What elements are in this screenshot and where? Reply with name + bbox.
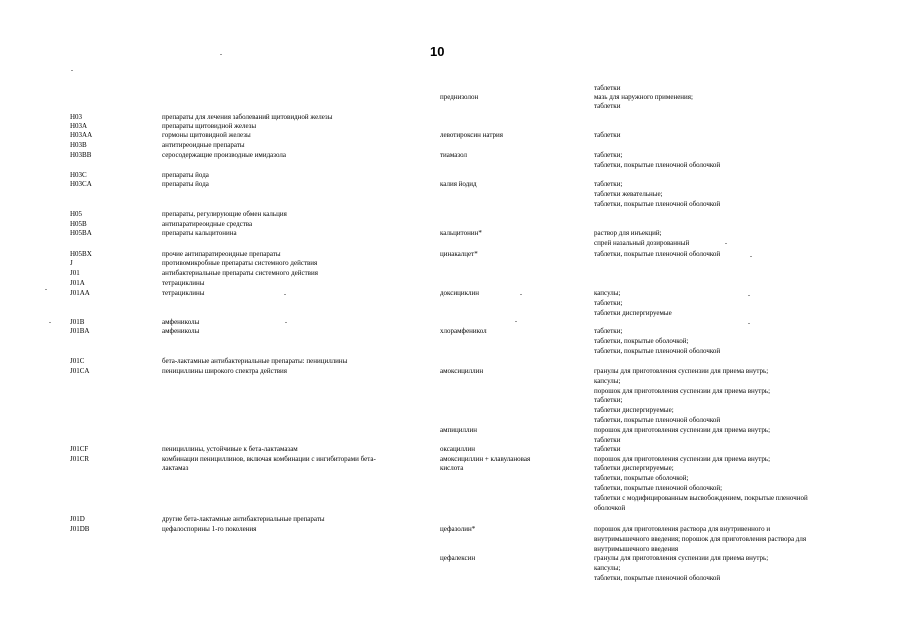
group-name: лактамаз — [162, 464, 189, 472]
group-name: пенициллины широкого спектра действия — [162, 367, 288, 375]
scan-speck — [45, 289, 47, 290]
dosage-form: внутримышечного введения — [594, 545, 679, 553]
group-name: препараты для лечения заболеваний щитовидной железы — [162, 113, 333, 121]
group-name: антитиреоидные препараты — [162, 141, 245, 149]
dosage-form: таблетки с модифицированным высвобождением, покрытые пленочной — [594, 494, 808, 502]
group-name: амфениколы — [162, 318, 200, 326]
atc-code: J01C — [70, 357, 85, 365]
drug-name: амоксициллин + клавулановая — [440, 455, 531, 463]
dosage-form: таблетки, покрытые оболочкой; — [594, 337, 689, 345]
dosage-form: таблетки — [594, 131, 621, 139]
group-name: серосодержащие производные имидазола — [162, 151, 286, 159]
dosage-form: таблетки, покрытые пленочной оболочкой; — [594, 484, 723, 492]
group-name: тетрациклины — [162, 279, 205, 287]
atc-code: J01DB — [70, 525, 90, 533]
scan-speck — [520, 294, 522, 295]
dosage-form: гранулы для приготовления суспензии для приема внутрь; — [594, 554, 769, 562]
dosage-form: порошок для приготовления суспензии для приема внутрь; — [594, 455, 771, 463]
atc-code: J01B — [70, 318, 85, 326]
atc-code: H03A — [70, 122, 88, 130]
dosage-form: таблетки; — [594, 327, 623, 335]
drug-name: доксициклин — [440, 289, 480, 297]
scan-speck — [49, 322, 51, 323]
dosage-form: таблетки, покрытые пленочной оболочкой — [594, 347, 721, 355]
atc-code: J01AA — [70, 289, 90, 297]
atc-code: J01CR — [70, 455, 90, 463]
atc-code: H05 — [70, 210, 83, 218]
dosage-form: порошок для приготовления суспензии для приема внутрь; — [594, 426, 771, 434]
atc-code: H05BA — [70, 229, 92, 237]
drug-name: тиамазол — [440, 151, 468, 159]
dosage-form: таблетки, покрытые оболочкой; — [594, 474, 689, 482]
drug-name: амоксициллин — [440, 367, 484, 375]
atc-code: H03BB — [70, 151, 92, 159]
drug-name: цинакалцет* — [440, 250, 478, 258]
group-name: препараты щитовидной железы — [162, 122, 257, 130]
scan-speck — [71, 70, 73, 71]
dosage-form: таблетки; — [594, 180, 623, 188]
atc-code: J01CA — [70, 367, 90, 375]
scan-speck — [284, 294, 286, 295]
group-name: препараты кальцитонина — [162, 229, 237, 237]
dosage-form: таблетки жевательные; — [594, 190, 663, 198]
scan-speck — [515, 321, 517, 322]
group-name: препараты, регулирующие обмен кальция — [162, 210, 287, 218]
atc-code: H05B — [70, 220, 87, 228]
scan-speck — [285, 322, 287, 323]
group-name: противомикробные препараты системного действия — [162, 259, 318, 267]
dosage-form: капсулы; — [594, 564, 621, 572]
dosage-form: таблетки диспергируемые — [594, 309, 672, 317]
atc-code: J01A — [70, 279, 85, 287]
dosage-form: таблетки — [594, 102, 621, 110]
dosage-form: таблетки; — [594, 151, 623, 159]
dosage-form: гранулы для приготовления суспензии для приема внутрь; — [594, 367, 769, 375]
drug-name: хлорамфеникол — [440, 327, 487, 335]
dosage-form: капсулы; — [594, 377, 621, 385]
atc-code: J01CF — [70, 445, 89, 453]
atc-code: J01 — [70, 269, 80, 277]
dosage-form: мазь для наружного применения; — [594, 93, 693, 101]
drug-name: оксациллин — [440, 445, 475, 453]
dosage-form: таблетки — [594, 84, 621, 92]
dosage-form: таблетки, покрытые пленочной оболочкой — [594, 416, 721, 424]
atc-code: J01D — [70, 515, 85, 523]
dosage-form: порошок для приготовления раствора для внутривенного и — [594, 525, 771, 533]
drug-name: цефалексин — [440, 554, 476, 562]
dosage-form: оболочкой — [594, 504, 626, 512]
group-name: препараты йода — [162, 171, 209, 179]
atc-code: H05BX — [70, 250, 92, 258]
group-name: амфениколы — [162, 327, 200, 335]
dosage-form: таблетки — [594, 445, 621, 453]
page-number: 10 — [430, 44, 445, 59]
dosage-form: таблетки; — [594, 396, 623, 404]
dosage-form: порошок для приготовления суспензии для приема внутрь; — [594, 387, 771, 395]
dosage-form: таблетки, покрытые пленочной оболочкой — [594, 574, 721, 582]
group-name: гормоны щитовидной железы — [162, 131, 251, 139]
atc-code: H03AA — [70, 131, 93, 139]
group-name: антибактериальные препараты системного действия — [162, 269, 318, 277]
scan-speck — [748, 323, 750, 324]
group-name: препараты йода — [162, 180, 209, 188]
drug-name: калия йодид — [440, 180, 477, 188]
group-name: антипаратиреоидные средства — [162, 220, 253, 228]
dosage-form: таблетки диспергируемые; — [594, 406, 674, 414]
atc-code: H03C — [70, 171, 87, 179]
group-name: пенициллины, устойчивые к бета-лактамазам — [162, 445, 298, 453]
atc-code: H03CA — [70, 180, 92, 188]
drug-name: преднизолон — [440, 93, 479, 101]
atc-code: H03B — [70, 141, 87, 149]
dosage-form: раствор для инъекций; — [594, 229, 662, 237]
drug-name: левотироксин натрия — [440, 131, 503, 139]
group-name: тетрациклины — [162, 289, 205, 297]
group-name: комбинации пенициллинов, включая комбинации с ингибиторами бета- — [162, 455, 376, 463]
atc-code: H03 — [70, 113, 83, 121]
scan-speck — [750, 256, 752, 257]
scan-speck — [220, 54, 222, 55]
drug-name: кислота — [440, 464, 464, 472]
dosage-form: таблетки; — [594, 299, 623, 307]
atc-code: J01BA — [70, 327, 90, 335]
dosage-form: таблетки — [594, 436, 621, 444]
group-name: прочие антипаратиреоидные препараты — [162, 250, 281, 258]
drug-name: цефазолин* — [440, 525, 476, 533]
scan-speck — [725, 243, 727, 244]
dosage-form: таблетки, покрытые пленочной оболочкой — [594, 161, 721, 169]
drug-name: ампициллин — [440, 426, 477, 434]
dosage-form: таблетки диспергируемые; — [594, 464, 674, 472]
group-name: другие бета-лактамные антибактериальные препараты — [162, 515, 325, 523]
atc-code: J — [70, 259, 73, 267]
dosage-form: таблетки, покрытые пленочной оболочкой — [594, 250, 721, 258]
group-name: цефалоспорины 1-го поколения — [162, 525, 257, 533]
dosage-form: спрей назальный дозированный — [594, 239, 690, 247]
dosage-form: внутримышечного введения; порошок для приготовления раствора для — [594, 535, 807, 543]
drug-name: кальцитонин* — [440, 229, 482, 237]
dosage-form: таблетки, покрытые пленочной оболочкой — [594, 200, 721, 208]
group-name: бета-лактамные антибактериальные препараты: пенициллины — [162, 357, 348, 365]
scan-speck — [748, 295, 750, 296]
dosage-form: капсулы; — [594, 289, 621, 297]
